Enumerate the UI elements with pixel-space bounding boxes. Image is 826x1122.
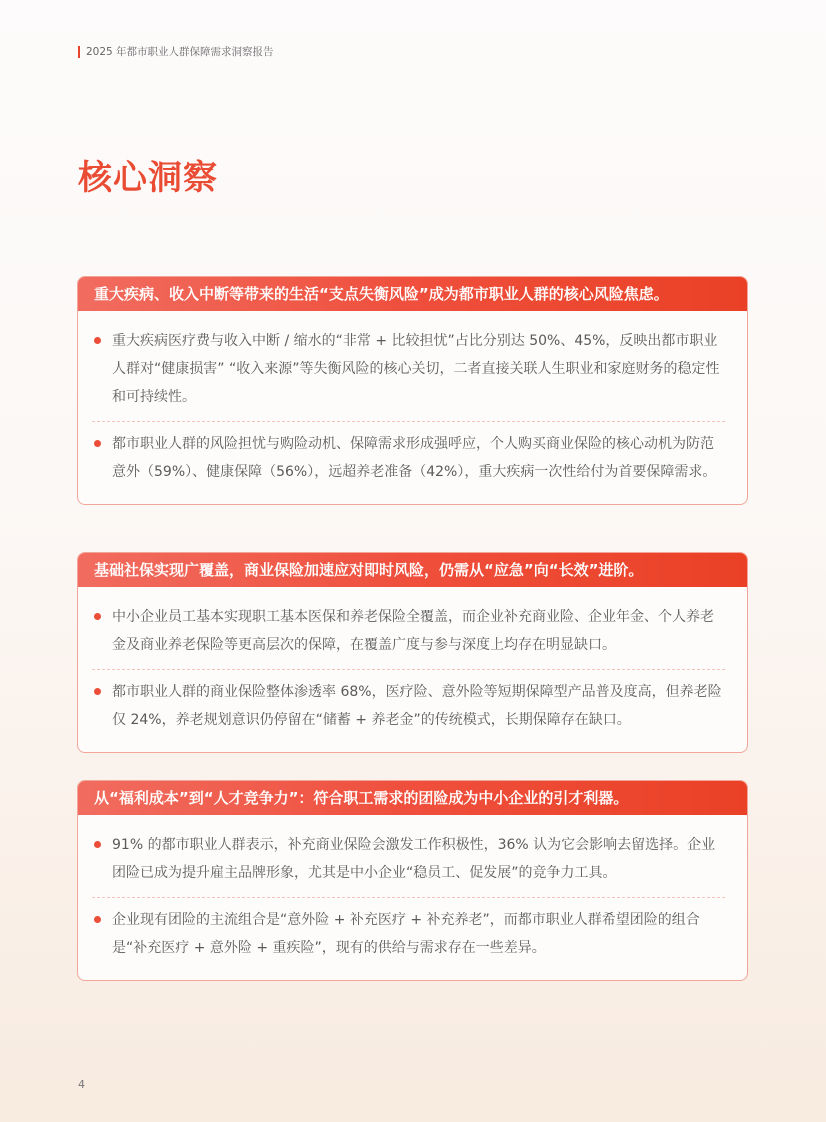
- list-item: [92, 823, 725, 897]
- item-text: 都市职业人群的风险担忧与购险动机、保障需求形成强呼应，个人购买商业保险的核心动机为防范意外（59%）、健康保障（56%），远超养老准备（42%），重大疾病一次性给付为首要保障需求。: [112, 436, 717, 480]
- list-item: [92, 897, 725, 972]
- item-text: 中小企业员工基本实现职工基本医保和养老保险全覆盖，而企业补充商业险、企业年金、个人养老金及商业养老保险等更高层次的保障，在覆盖广度与参与深度上均存在明显缺口。: [112, 609, 714, 653]
- card-heading: 从“福利成本”到“人才竞争力”：符合职工需求的团险成为中小企业的引才利器。: [78, 781, 747, 815]
- bullet-dot-icon: [94, 440, 101, 447]
- list-item: [92, 595, 725, 669]
- list-item: [92, 669, 725, 744]
- card-heading: 基础社保实现广覆盖，商业保险加速应对即时风险，仍需从“应急”向“长效”进阶。: [78, 553, 747, 587]
- bullet-dot-icon: [94, 841, 101, 848]
- item-text: 都市职业人群的商业保险整体渗透率 68%，医疗险、意外险等短期保障型产品普及度高，但养老险仅 24%，养老规划意识仍停留在“储蓄 + 养老金”的传统模式，长期保障存在缺口。: [112, 684, 722, 728]
- insight-card-1: [77, 276, 748, 505]
- insight-card-3: [77, 780, 748, 981]
- page-title: 核心洞察: [78, 158, 218, 198]
- page-number: 4: [78, 1078, 85, 1091]
- list-item: [92, 319, 725, 421]
- bullet-dot-icon: [94, 688, 101, 695]
- report-title: 2025 年都市职业人群保障需求洞察报告: [86, 46, 274, 58]
- bullet-dot-icon: [94, 337, 101, 344]
- header-accent-bar: [78, 46, 80, 58]
- item-text: 重大疾病医疗费与收入中断 / 缩水的“非常 + 比较担忧”占比分别达 50%、45%，反映出都市职业人群对“健康损害” “收入来源”等失衡风险的核心关切，二者直接关联人生职业和家庭财务的稳定性和可持续性。: [112, 333, 720, 405]
- bullet-dot-icon: [94, 916, 101, 923]
- bullet-dot-icon: [94, 613, 101, 620]
- card-heading: 重大疾病、收入中断等带来的生活“支点失衡风险”成为都市职业人群的核心风险焦虑。: [78, 277, 747, 311]
- item-text: 91% 的都市职业人群表示，补充商业保险会激发工作积极性，36% 认为它会影响去留选择。企业团险已成为提升雇主品牌形象，尤其是中小企业“稳员工、促发展”的竞争力工具。: [112, 837, 716, 881]
- item-text: 企业现有团险的主流组合是“意外险 + 补充医疗 + 补充养老”，而都市职业人群希望团险的组合是“补充医疗 + 意外险 + 重疾险”，现有的供给与需求存在一些差异。: [112, 912, 700, 956]
- list-item: [92, 421, 725, 496]
- running-header: [78, 44, 274, 59]
- insight-card-2: [77, 552, 748, 753]
